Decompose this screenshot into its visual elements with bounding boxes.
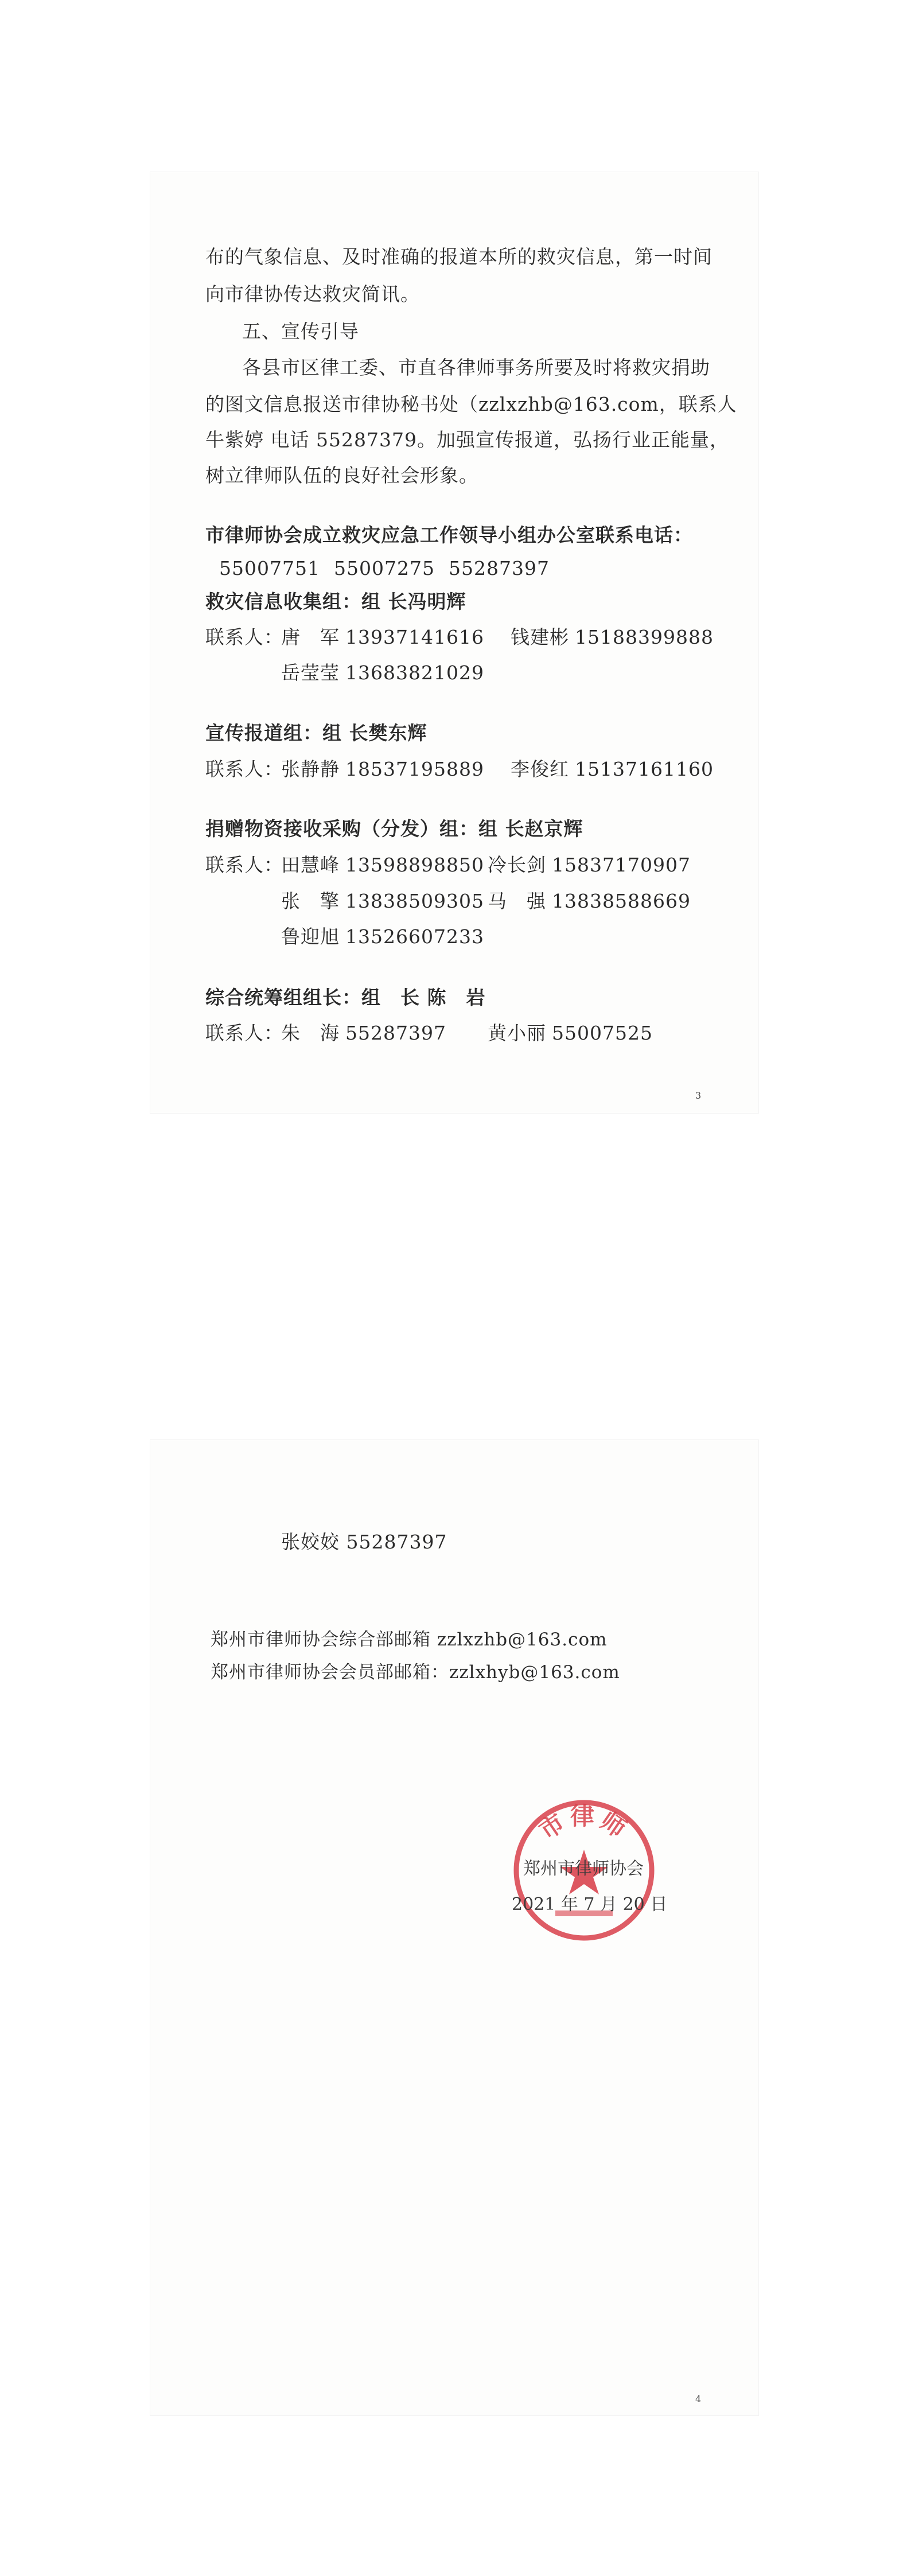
office-phone: 55007751 <box>219 557 320 579</box>
contact-name: 冷长剑 <box>488 854 546 876</box>
contact-phone: 13838509305 <box>345 890 484 912</box>
document-page-4 <box>150 1440 758 2415</box>
office-phone: 55007275 <box>334 557 435 579</box>
contact-phone: 15137161160 <box>575 758 714 780</box>
contact-phone: 13937141616 <box>345 626 484 648</box>
page-number: 4 <box>695 2394 702 2404</box>
contact-label: 联系人： <box>205 1022 283 1044</box>
info-group-heading: 救灾信息收集组：组 长冯明辉 <box>205 590 466 613</box>
stamp-text: 市律师 <box>534 1802 634 1845</box>
contact-phone: 15188399888 <box>575 626 714 648</box>
contact-label: 联系人： <box>205 758 283 780</box>
office-phone: 55287397 <box>449 557 550 579</box>
contact-phone: 15837170907 <box>552 854 691 876</box>
contact-phone: 55287397 <box>345 1022 446 1044</box>
signature-org: 郑州市律师协会 <box>523 1859 644 1879</box>
section5-heading: 五、宣传引导 <box>242 320 359 343</box>
contact-name: 黄小丽 <box>488 1022 546 1044</box>
contact-phone: 13526607233 <box>345 925 484 948</box>
contact-name: 岳莹莹 <box>281 661 340 684</box>
contact-line: 张姣姣 55287397 <box>281 1531 447 1553</box>
contact-name: 朱 海 <box>281 1022 340 1044</box>
contact-name: 唐 军 <box>281 626 340 648</box>
contact-phone: 13838588669 <box>552 890 691 912</box>
contact-name: 张静静 <box>281 758 340 780</box>
page-number: 3 <box>695 1090 702 1101</box>
para1-line2: 向市律协传达救灾简讯。 <box>205 283 420 305</box>
contact-name: 李俊红 <box>511 758 569 780</box>
document-page-3 <box>150 172 758 1113</box>
email-member: 郑州市律师协会会员部邮箱：zzlxhyb@163.com <box>211 1662 620 1683</box>
para1-line1: 布的气象信息、及时准确的报道本所的救灾信息，第一时间 <box>205 246 713 268</box>
publicity-group-heading: 宣传报道组：组 长樊东辉 <box>205 722 427 744</box>
para2-line3: 牛紫婷 电话 55287379。加强宣传报道，弘扬行业正能量， <box>205 429 729 451</box>
contact-label: 联系人： <box>205 626 283 648</box>
svg-text:市律师 <box>534 1802 634 1845</box>
contact-phone: 13598898850 <box>345 854 484 876</box>
donation-group-heading: 捐赠物资接收采购（分发）组：组 长赵京辉 <box>205 818 583 840</box>
contact-name: 钱建彬 <box>511 626 569 648</box>
contact-name: 鲁迎旭 <box>281 925 340 948</box>
contact-name: 田慧峰 <box>281 854 340 876</box>
contact-phone: 18537195889 <box>345 758 484 780</box>
contact-phone: 13683821029 <box>345 661 484 684</box>
coordination-group-heading: 综合统筹组组长：组 长 陈 岩 <box>205 986 486 1009</box>
para2-line1: 各县市区律工委、市直各律师事务所要及时将救灾捐助 <box>242 356 710 379</box>
contact-name: 马 强 <box>488 890 546 912</box>
para2-line4: 树立律师队伍的良好社会形象。 <box>205 464 478 487</box>
contact-name: 张 擎 <box>281 890 340 912</box>
email-general: 郑州市律师协会综合部邮箱 zzlxzhb@163.com <box>211 1629 608 1650</box>
para2-line2: 的图文信息报送市律协秘书处（zzlxzhb@163.com，联系人 <box>205 393 737 415</box>
contact-phone: 55007525 <box>552 1022 653 1044</box>
signature-date: 2021 年 7 月 20 日 <box>512 1894 668 1915</box>
contact-label: 联系人： <box>205 854 283 876</box>
office-heading: 市律师协会成立救灾应急工作领导小组办公室联系电话： <box>205 524 693 546</box>
